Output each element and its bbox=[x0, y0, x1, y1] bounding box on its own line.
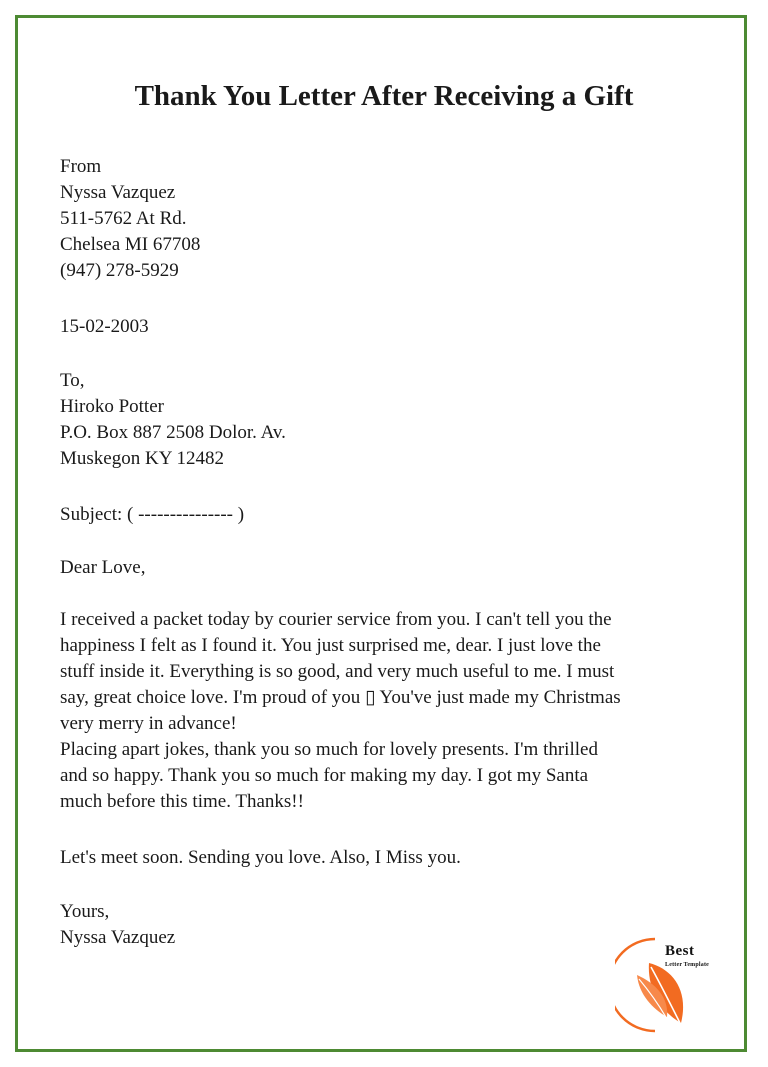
sender-address-block bbox=[60, 154, 720, 284]
body-line: say, great choice love. I'm proud of you ▯ You've just made my Christmas bbox=[60, 687, 621, 708]
letter-title: Thank You Letter After Receiving a Gift bbox=[134, 80, 634, 112]
body-line: and so happy. Thank you so much for making my day. I got my Santa bbox=[60, 765, 589, 786]
body-line: much before this time. Thanks!! bbox=[60, 791, 304, 812]
from-label: From bbox=[60, 156, 102, 177]
recipient-city: Muskegon KY 12482 bbox=[60, 448, 224, 469]
signoff-word: Yours, bbox=[60, 901, 110, 922]
to-label: To, bbox=[60, 370, 85, 391]
recipient-address-block bbox=[60, 368, 720, 472]
sender-city: Chelsea MI 67708 bbox=[60, 234, 201, 255]
salutation-block bbox=[60, 555, 720, 581]
subject-block bbox=[60, 502, 720, 528]
sender-phone: (947) 278-5929 bbox=[60, 260, 179, 281]
letter-date-block bbox=[60, 314, 720, 340]
logo-brand-text: Best bbox=[665, 943, 695, 959]
sender-street: 511-5762 At Rd. bbox=[60, 208, 187, 229]
sender-name: Nyssa Vazquez bbox=[60, 182, 176, 203]
salutation: Dear Love, bbox=[60, 557, 146, 578]
recipient-street: P.O. Box 887 2508 Dolor. Av. bbox=[60, 422, 286, 443]
body-line: Placing apart jokes, thank you so much for lovely presents. I'm thrilled bbox=[60, 739, 598, 760]
closing-line: Let's meet soon. Sending you love. Also, I Miss you. bbox=[60, 847, 461, 868]
body-line: stuff inside it. Everything is so good, and very much useful to me. I must bbox=[60, 661, 615, 682]
body-line: I received a packet today by courier service from you. I can't tell you the bbox=[60, 609, 612, 630]
letter-body bbox=[60, 607, 720, 815]
letter-date: 15-02-2003 bbox=[60, 316, 149, 337]
recipient-name: Hiroko Potter bbox=[60, 396, 164, 417]
closing-line-block bbox=[60, 845, 720, 871]
subject-line: Subject: ( --------------- ) bbox=[60, 504, 245, 525]
signature-name: Nyssa Vazquez bbox=[60, 927, 176, 948]
logo-tagline-text: Letter Template bbox=[665, 962, 710, 968]
body-line: very merry in advance! bbox=[60, 713, 237, 734]
best-letter-template-logo bbox=[615, 935, 725, 1035]
body-line: happiness I felt as I found it. You just surprised me, dear. I just love the bbox=[60, 635, 601, 656]
